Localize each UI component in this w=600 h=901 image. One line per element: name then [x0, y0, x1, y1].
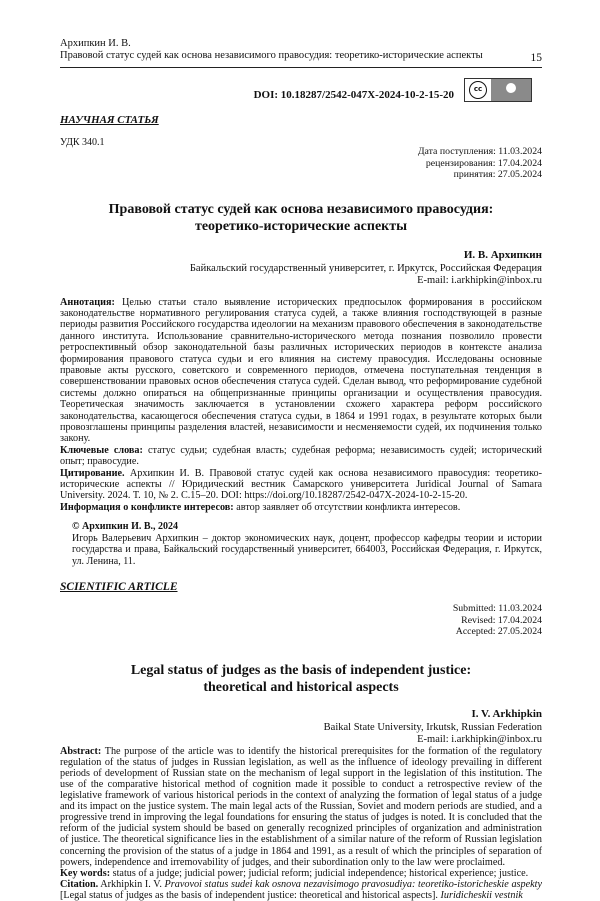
keywords-en-text: status of a judge; judicial power; judicial reform; judicial independence; historical experience; justice.: [110, 867, 529, 879]
abstract-ru: [60, 297, 542, 445]
affiliation-en: Baikal State University, Irkutsk, Russian Federation: [323, 721, 542, 733]
citation-en: [60, 879, 542, 901]
abstract-ru-label: Аннотация:: [60, 296, 115, 308]
affiliation-ru: Байкальский государственный университет, г. Иркутск, Российская Федерация: [189, 262, 542, 274]
title-ru-line1: Правовой статус судей как основа независимого правосудия:: [108, 201, 494, 217]
date-revised: Revised: 17.04.2024: [461, 614, 542, 626]
date-accepted: принятия: 27.05.2024: [453, 169, 542, 180]
cc-icon: cc: [469, 81, 487, 99]
keywords-en: [60, 868, 542, 879]
keywords-ru-text: статус судьи; судебная власть; судебная реформа; независимость судей; исторический опыт; правосудие.: [60, 444, 543, 468]
author-name-ru: И. В. Архипкин: [463, 248, 542, 261]
dates-en: [60, 603, 542, 638]
citation-ru-label: Цитирование.: [60, 467, 125, 479]
article-title-en: [60, 662, 542, 696]
title-en-line2: theoretical and historical aspects: [203, 679, 399, 695]
keywords-en-label: Key words:: [60, 867, 111, 879]
conflict-ru-label: Информация о конфликте интересов:: [60, 501, 234, 513]
author-block-en: [60, 708, 542, 746]
section-label-ru: НАУЧНАЯ СТАТЬЯ: [60, 114, 159, 126]
keywords-ru-label: Ключевые слова:: [60, 444, 143, 456]
abstract-en: [60, 746, 542, 868]
conflict-ru: [60, 502, 542, 513]
page-number: 15: [530, 52, 542, 64]
header-running-title: Правовой статус судей как основа независимого правосудия: теоретико-исторические аспекты: [60, 50, 483, 61]
copyright-line: © Архипкин И. В., 2024: [72, 521, 179, 533]
by-attribution-icon: [491, 79, 531, 101]
title-en-line1: Legal status of judges as the basis of independent justice:: [130, 662, 472, 678]
email-ru[interactable]: E-mail: i.arkhipkin@inbox.ru: [417, 274, 542, 286]
header-author: Архипкин И. В.: [60, 38, 131, 49]
doi-link[interactable]: DOI: 10.18287/2542-047X-2024-10-2-15-20: [253, 89, 454, 101]
citation-ru-text: Архипкин И. В. Правовой статус судей как основа независимого правосудия: теоретико-исторические аспекты // Юридический вестник Самарского университета Juridical Journal of Samara University. 2024. Т. 10, № 2. С.15–20. DOI: https://doi.org/10.18287/2542-047X-2024-10-2-15-20.: [60, 467, 542, 502]
copyright-block: [60, 521, 542, 567]
title-ru-line2: теоретико-исторические аспекты: [194, 218, 408, 234]
date-reviewed: рецензирования: 17.04.2024: [425, 157, 542, 169]
dates-ru: [60, 146, 542, 181]
header-divider: [60, 67, 542, 68]
citation-ru: [60, 468, 542, 502]
abstract-ru-text: Целью статьи стало выявление исторических предпосылок формирования в российском законодательстве нормативного регулирования статуса судей, а также влияния господствующей в разные периоды развития Российского государства идеологии на механизм правового обеспечения в законодательстве данного института. Использование сравнительно-исторического метода познания позволило провести ретроспективный обзор законодательной базы различных исторических периодов в контексте анализа формирования правового статуса судьи и его влияния на систему правосудия. Исследованы основные правовые акты русского, советского и современного периодов, отмечена поступательная тенденция в совершенствовании правовых основ обеспечения статуса судей. Сделан вывод, что реформирование судебной системы должно опираться на общепризнанные принципы организации и осуществления правосудия. Теоретическая значимость заключается в установлении схожего характера реформ российского законодательства, касающегося обеспечения статуса судьи, в 1864 и 1991 годах, в результате которых были провозглашены принципы разделения властей, независимости и несменяемости судей, их подчинения только закону.: [60, 296, 542, 445]
conflict-ru-text: автор заявляет об отсутствии конфликта интересов.: [233, 501, 461, 513]
date-received: Дата поступления: 11.03.2024: [417, 146, 542, 157]
abstract-en-text: The purpose of the article was to identify the historical prerequisites for the formation of the regulatory regulation of the status of judges in Russian legislation, as well as the influence of ideology prevailing in different periods of development of Russian state on the mechanism of legal support in the legislation of this institution. The use of the comparative historical method of cognition made it possible to conduct a retrospective review of the legislative framework of various historical periods in the context of analyzing the formation of legal status of a judge and its impact on the justice system. The main legal acts of the Russian, Soviet and modern periods are studied, and a progressive trend in improving the legal foundations for ensuring the status of judges is noted. It is concluded that the reform of the judicial system should be based on generally recognized principles of organization and administration of justice. The theoretical significance lies in the establishment of a similar nature of the reform of Russian legislation concerning the provision of the status of a judge in 1864 and 1991, as a result of which the principles of separation of powers, independence and irremovability of judges, and their subordination only to the law were proclaimed.: [60, 745, 542, 868]
citation-en-italic: Pravovoi status sudei kak osnova nezavisimogo pravosudiya: teoretiko-istoricheskie aspekty: [164, 878, 542, 890]
date-submitted: Submitted: 11.03.2024: [452, 603, 542, 615]
citation-en-label: Citation.: [60, 878, 99, 890]
author-bio: Игорь Валерьевич Архипкин – доктор экономических наук, доцент, профессор кафедры теории и истории государства и права, Байкальский государственный университет, 664003, Российская Федерация, г. Иркутск, ул. Ленина, 11.: [72, 532, 542, 567]
abstract-en-label: Abstract:: [60, 745, 102, 757]
running-header: [60, 38, 542, 62]
section-label-en: SCIENTIFIC ARTICLE: [60, 581, 178, 594]
cc-by-icon[interactable]: [464, 78, 532, 102]
citation-en-plain: Arkhipkin I. V.: [98, 878, 165, 890]
author-name-en: I. V. Arkhipkin: [471, 707, 542, 720]
doi-row: [60, 76, 542, 114]
udk-code: УДК 340.1: [60, 137, 105, 148]
article-title-ru: [60, 201, 542, 235]
email-en[interactable]: E-mail: i.arkhipkin@inbox.ru: [417, 733, 542, 745]
keywords-ru: [60, 445, 542, 468]
date-accepted-en: Accepted: 27.05.2024: [455, 626, 542, 638]
citation-en-journal: Iuridicheskii vestnik: [440, 889, 523, 901]
citation-en-tail: [Legal status of judges as the basis of independent justice: theoretical and historical aspects].: [60, 889, 441, 901]
author-block-ru: [60, 249, 542, 287]
